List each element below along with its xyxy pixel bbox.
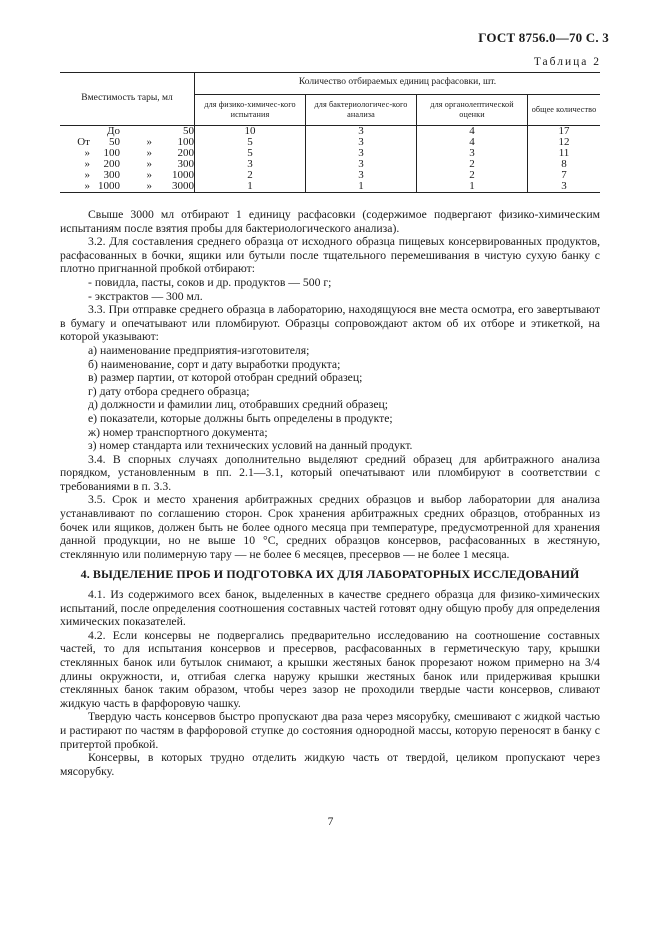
total-count-cell: 3: [528, 181, 601, 193]
bacterio-count-cell: 1: [306, 181, 417, 193]
paragraph-whole-mincing: Консервы, в которых трудно отделить жидкую часть от твердой, целиком пропускают через мясорубку.: [60, 751, 600, 778]
capacity-cell: [60, 148, 195, 159]
bacterio-count-cell: 3: [306, 148, 417, 159]
list-item-extracts: - экстрактов — 300 мл.: [88, 289, 203, 303]
col-bacterio-header: для бактериологичес-кого анализа: [306, 94, 417, 126]
table-row: [60, 170, 600, 181]
col-capacity-header: Вместимость тары, мл: [60, 73, 195, 126]
capacity-part: 100: [103, 147, 120, 160]
table-row: [60, 126, 600, 138]
table-row: [60, 181, 600, 193]
capacity-cell: [60, 181, 195, 193]
total-count-cell: 8: [528, 159, 601, 170]
organoleptic-count-cell: 3: [417, 148, 528, 159]
capacity-part: 100: [177, 136, 194, 149]
organoleptic-count-cell: 2: [417, 170, 528, 181]
organoleptic-count-cell: 4: [417, 137, 528, 148]
physchem-count-cell: 1: [195, 181, 306, 193]
total-count-cell: 12: [528, 137, 601, 148]
organoleptic-count-cell: 2: [417, 159, 528, 170]
capacity-part: 50: [183, 125, 194, 138]
bacterio-count-cell: 3: [306, 170, 417, 181]
table-row: [60, 137, 600, 148]
col-total-header: общее количество: [528, 94, 601, 126]
capacity-part: »: [146, 147, 152, 160]
paragraph-3-2: 3.2. Для составления среднего образца от исходного образца пищевых консервированных продуктов, расфасованных в бочки, ящики или бутыли после тщательного перемешивания в чистую сухую банку с плотно пригнанной пробкой отбирают:: [60, 235, 600, 276]
capacity-part: »: [84, 147, 90, 160]
paragraph-over-3000: Свыше 3000 мл отбирают 1 единицу расфасовки (содержимое подвергают физико-химическим испытаниям после взятия пробы для бактериологического анализа).: [60, 208, 600, 235]
physchem-count-cell: 3: [195, 159, 306, 170]
capacity-part: 300: [103, 169, 120, 182]
capacity-part: »: [146, 158, 152, 171]
total-count-cell: 7: [528, 170, 601, 181]
capacity-part: »: [146, 169, 152, 182]
table-caption: Таблица 2: [533, 56, 601, 68]
capacity-part: 200: [177, 147, 194, 160]
sampling-table: [60, 72, 600, 193]
organoleptic-count-cell: 4: [417, 126, 528, 138]
capacity-part: 200: [103, 158, 120, 171]
paragraph-3-5: 3.5. Срок и место хранения арбитражных средних образцов и выбор лаборатории для анализа устанавливают по соглашению сторон. Срок хранения арбитражных средних образцов, отобранных из бочек или ящиков, должен быть не более одного месяца при температуре, предусмотренной для хранения данной продукции, но не выше 10 °С, средних образцов консервов, расфасованных в жестяную, стеклянную или полимерную тару — не более 6 месяцев, пресервов — не более 1 месяца.: [60, 493, 600, 561]
capacity-cell: [60, 137, 195, 148]
list-item: д) должности и фамилии лиц, отобравших средний образец;: [88, 398, 389, 412]
capacity-part: 3000: [172, 180, 194, 193]
capacity-part: До: [106, 125, 120, 138]
capacity-part: 1000: [98, 180, 120, 193]
paragraph-4-1: 4.1. Из содержимого всех банок, выделенных в качестве среднего образца для физико-химических испытаний, после определения соотношения составных частей готовят одну общую пробу для определения химических показателей.: [60, 588, 600, 629]
bacterio-count-cell: 3: [306, 137, 417, 148]
physchem-count-cell: 5: [195, 137, 306, 148]
paragraph-3-4: 3.4. В спорных случаях дополнительно выделяют средний образец для арбитражного анализа порядком, установленным в пп. 2.1—3.1, который опечатывают или пломбируют в соответствии с требованиями в п. 3.3.: [60, 452, 600, 493]
physchem-count-cell: 2: [195, 170, 306, 181]
document-body: [60, 208, 600, 778]
paragraph-4-2: 4.2. Если консервы не подвергались предварительно исследованию на соотношение составных частей, то для испытания консервов и пресервов, расфасованных в герметическую тару, крышки стеклянных банок или бутылок снимают, а крышки жестяных банок прорезают ножом примерно на 3/4 длины окружности, и, отгибая слегка наружу крышки жестяных банок или придерживая крышки стеклянных банок таким образом, чтобы через зазор не проходили твердые части консервов, сливают жидкую часть в фарфоровую чашку.: [60, 628, 600, 710]
capacity-part: »: [84, 158, 90, 171]
list-item: е) показатели, которые должны быть определены в продукте;: [88, 411, 393, 425]
total-count-cell: 11: [528, 148, 601, 159]
list-item: а) наименование предприятия-изготовителя;: [88, 343, 310, 357]
col-organoleptic-header: для органолептической оценки: [417, 94, 528, 126]
capacity-part: »: [146, 180, 152, 193]
list-item: б) наименование, сорт и дату выработки продукта;: [88, 357, 341, 371]
capacity-part: 300: [177, 158, 194, 171]
list-item: з) номер стандарта или технических условий на данный продукт.: [88, 439, 413, 453]
capacity-part: »: [84, 180, 90, 193]
capacity-part: От: [77, 136, 90, 149]
capacity-part: »: [84, 169, 90, 182]
capacity-part: 1000: [172, 169, 194, 182]
list-item: г) дату отбора среднего образца;: [88, 384, 250, 398]
page-number: 7: [327, 816, 334, 828]
physchem-count-cell: 10: [195, 126, 306, 138]
bacterio-count-cell: 3: [306, 126, 417, 138]
document-header: ГОСТ 8756.0—70 С. 3: [478, 30, 609, 45]
bacterio-count-cell: 3: [306, 159, 417, 170]
capacity-part: »: [146, 136, 152, 149]
list-item-jam: - повидла, пасты, соков и др. продуктов — 500 г;: [88, 275, 332, 289]
paragraph-solid-part: Твердую часть консервов быстро пропускают два раза через мясорубку, смешивают с жидкой частью и растирают по частям в фарфоровой ступке до состояния однородной массы, которую переносят в банку с притертой пробкой.: [60, 710, 600, 751]
total-count-cell: 17: [528, 126, 601, 138]
list-item: ж) номер транспортного документа;: [88, 425, 268, 439]
organoleptic-count-cell: 1: [417, 181, 528, 193]
paragraph-3-3: 3.3. При отправке среднего образца в лабораторию, находящуюся вне места осмотра, его завертывают в бумагу и опечатывают или пломбируют. Образцы сопровождают актом об их отборе и этикеткой, на которой указывают:: [60, 303, 600, 344]
section-4-title: 4. ВЫДЕЛЕНИЕ ПРОБ И ПОДГОТОВКА ИХ ДЛЯ ЛАБОРАТОРНЫХ ИССЛЕДОВАНИЙ: [80, 567, 580, 582]
table-row: [60, 159, 600, 170]
table-row: [60, 148, 600, 159]
physchem-count-cell: 5: [195, 148, 306, 159]
col-physchem-header: для физико-химичес-кого испытания: [195, 94, 306, 126]
capacity-part: 50: [109, 136, 120, 149]
list-item: в) размер партии, от которой отобран средний образец;: [88, 371, 363, 385]
group-header: Количество отбираемых единиц расфасовки, шт.: [195, 73, 601, 95]
